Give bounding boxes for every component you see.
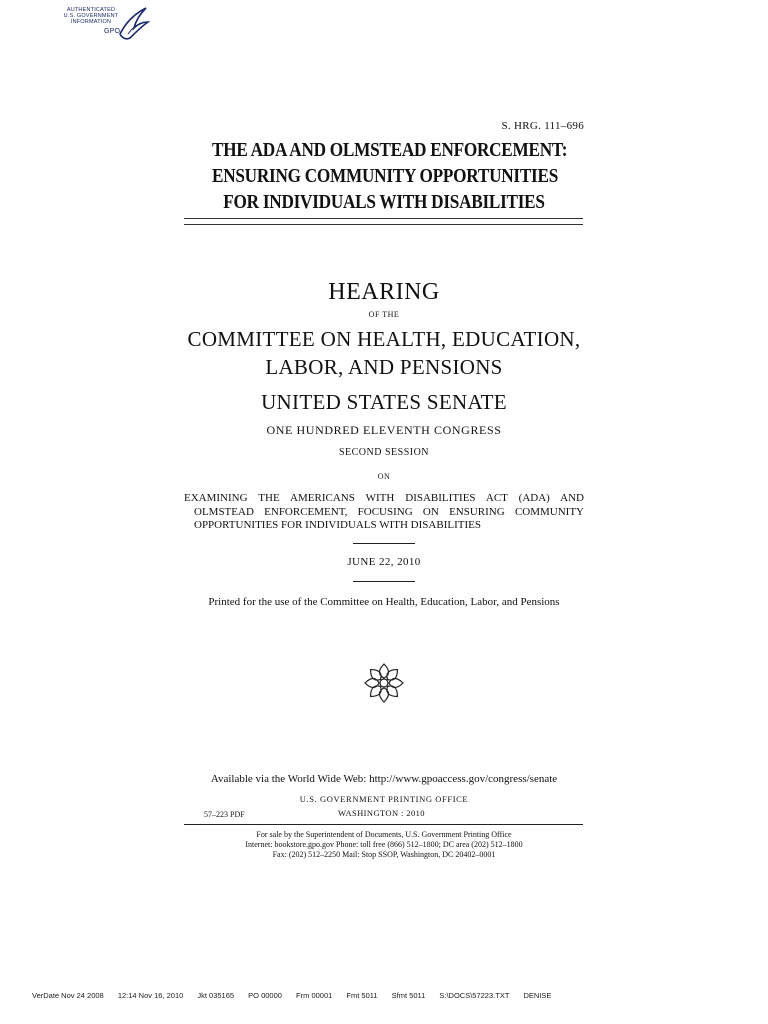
seal-line: U.S. GOVERNMENT — [63, 13, 119, 19]
footer-field: Jkt 035165 — [197, 991, 235, 1000]
seal-line: INFORMATION — [70, 19, 112, 25]
title-double-rule — [184, 218, 583, 225]
bottom-rule — [184, 824, 583, 825]
footer-field: S:\DOCS\57223.TXT — [439, 991, 510, 1000]
of-the-label: OF THE — [368, 310, 400, 319]
sale-line: Fax: (202) 512–2250 Mail: Stop SSOP, Washington, DC 20402–0001 — [272, 850, 496, 859]
on-label: ON — [377, 472, 391, 481]
footer-field: Sfmt 5011 — [391, 991, 426, 1000]
publication-place-year: WASHINGTON : 2010 — [338, 808, 425, 818]
subject-line: OLMSTEAD ENFORCEMENT, FOCUSING ON ENSURING COMMUNITY — [194, 505, 584, 518]
footer-field: DENISE — [523, 991, 552, 1000]
congress-label: ONE HUNDRED ELEVENTH CONGRESS — [266, 423, 502, 437]
footer-field: VerDate Nov 24 2008 — [32, 991, 104, 1000]
sale-line: Internet: bookstore.gpo.gov Phone: toll free (866) 512–1800; DC area (202) 512–1800 — [245, 840, 523, 849]
committee-line: COMMITTEE ON HEALTH, EDUCATION, — [187, 327, 581, 351]
title-line: ENSURING COMMUNITY OPPORTUNITIES — [212, 165, 559, 187]
gpo-logo-text: GPO — [104, 28, 121, 35]
availability-note: Available via the World Wide Web: http://www.gpoaccess.gov/congress/senate — [210, 773, 558, 785]
hearing-date: JUNE 22, 2010 — [347, 556, 421, 568]
sale-information — [184, 830, 584, 860]
subject-line: OPPORTUNITIES FOR INDIVIDUALS WITH DISABILITIES — [194, 519, 481, 531]
title-line: THE ADA AND OLMSTEAD ENFORCEMENT: — [212, 139, 568, 161]
gpo-authentication-seal — [60, 4, 150, 48]
print-slug-footer — [32, 991, 563, 1000]
title-line: FOR INDIVIDUALS WITH DISABILITIES — [223, 191, 545, 213]
committee-name — [184, 325, 584, 381]
footer-field: 12:14 Nov 16, 2010 — [117, 991, 184, 1000]
session-label: SECOND SESSION — [338, 447, 430, 458]
hearing-title — [184, 137, 584, 215]
footer-field: Fmt 5011 — [346, 991, 378, 1000]
hearing-subject — [184, 492, 584, 533]
footer-field: Frm 00001 — [296, 991, 333, 1000]
date-rule-bottom — [353, 581, 415, 582]
footer-field: PO 00000 — [248, 991, 282, 1000]
printing-office-ornament-icon — [363, 662, 405, 704]
eagle-icon — [116, 4, 150, 48]
printed-for-note: Printed for the use of the Committee on Health, Education, Labor, and Pensions — [208, 596, 560, 608]
gpo-office-label: U.S. GOVERNMENT PRINTING OFFICE — [299, 794, 469, 804]
subject-line: EXAMINING THE AMERICANS WITH DISABILITIES ACT (ADA) AND — [184, 492, 584, 504]
seal-line: AUTHENTICATED — [66, 7, 116, 13]
hearing-number: S. HRG. 111–696 — [501, 120, 584, 132]
pdf-identifier: 57–223 PDF — [204, 810, 245, 819]
committee-line: LABOR, AND PENSIONS — [265, 355, 503, 379]
hearing-label: HEARING — [328, 279, 440, 305]
senate-label: UNITED STATES SENATE — [261, 390, 507, 414]
date-rule-top — [353, 543, 415, 544]
sale-line: For sale by the Superintendent of Documents, U.S. Government Printing Office — [256, 830, 512, 839]
